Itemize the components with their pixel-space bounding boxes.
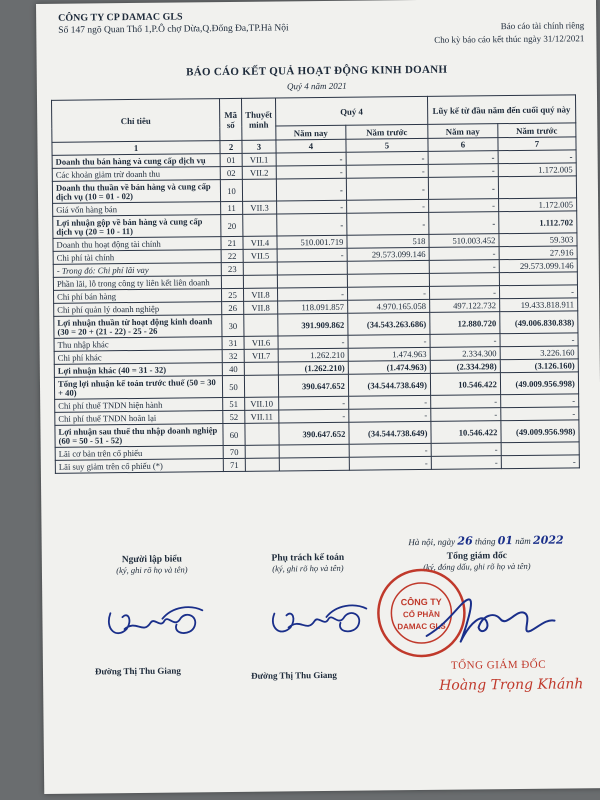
row-ytd-previous: - [500, 333, 578, 347]
row-quarter-current: - [277, 213, 347, 236]
row-ytd-previous: - [501, 407, 579, 421]
row-quarter-current: 391.909.862 [278, 313, 348, 336]
row-label: Lợi nhuận khác (40 = 31 - 32) [54, 363, 222, 378]
row-note [243, 262, 277, 275]
row-code: 02 [220, 166, 242, 179]
row-ytd-current: - [430, 334, 500, 348]
row-label: Lợi nhuận gộp về bán hàng và cung cấp dịch vụ (20 = 10 - 11) [53, 215, 221, 239]
row-code: 21 [221, 236, 243, 249]
row-ytd-previous: 3.226.160 [500, 346, 578, 360]
row-ytd-previous: 29.573.099.146 [499, 259, 577, 273]
row-note: VII.1 [242, 153, 276, 166]
row-ytd-current: - [429, 260, 499, 274]
row-label: Lợi nhuận sau thuế thu nhập doanh nghiệp (60 = 50 - 51 - 52) [55, 424, 223, 448]
accountant-note: (ký, ghi rõ họ và tên) [272, 562, 344, 574]
row-ytd-previous: - [498, 150, 576, 164]
row-ytd-previous: 1.112.702 [499, 211, 577, 234]
date-year: 2022 [532, 533, 564, 547]
row-note [243, 275, 277, 288]
row-ytd-previous: (49.009.956.998) [500, 372, 578, 395]
row-quarter-current: - [277, 248, 347, 262]
col-number: 1 [52, 141, 220, 156]
row-ytd-current: - [428, 177, 498, 200]
row-ytd-current: - [431, 456, 501, 470]
header-thuyet-minh: Thuyết minh [241, 98, 275, 140]
row-ytd-current [429, 273, 499, 287]
header-quy4: Quý 4 [275, 96, 427, 126]
row-ytd-previous: 27.916 [499, 246, 577, 260]
row-quarter-previous: 29.573.099.146 [347, 247, 429, 261]
row-label: Doanh thu hoạt động tài chính [53, 237, 221, 252]
row-label: Lãi cơ bản trên cổ phiếu [55, 446, 223, 461]
row-quarter-previous: (34.544.738.649) [348, 373, 430, 396]
director-role: Tổng giám đốc [446, 551, 507, 562]
header-chi-tieu: Chỉ tiêu [52, 99, 220, 143]
stamp-title: TỔNG GIÁM ĐỐC [450, 658, 547, 672]
row-ytd-previous [501, 442, 579, 456]
row-code: 32 [222, 349, 244, 362]
row-label: Chi phí quản lý doanh nghiệp [54, 302, 222, 317]
col-number: 7 [498, 137, 576, 151]
row-label: Tổng lợi nhuận kế toán trước thuế (50 = 30 + 40) [54, 376, 222, 400]
row-quarter-previous [347, 260, 429, 274]
row-ytd-previous [499, 272, 577, 286]
row-ytd-previous: (49.006.830.838) [500, 311, 578, 334]
row-code: 52 [223, 410, 245, 423]
report-page [36, 0, 600, 794]
row-ytd-current: - [429, 247, 499, 261]
row-quarter-current: 390.647.652 [278, 374, 348, 397]
row-ytd-previous: (3.126.160) [500, 359, 578, 373]
report-title: BÁO CÁO KẾT QUẢ HOẠT ĐỘNG KINH DOANH [186, 63, 448, 79]
row-quarter-current [279, 444, 349, 458]
row-note [242, 179, 276, 201]
row-code: 60 [223, 423, 245, 445]
place-date [408, 534, 563, 549]
row-quarter-previous: - [347, 212, 429, 235]
report-type: Báo cáo tài chính riêng [500, 20, 585, 32]
row-note [245, 423, 279, 445]
place-date-prefix: Hà nội, ngày [408, 536, 456, 548]
date-year-label: năm [515, 535, 531, 547]
row-label: Chi phí tài chính [53, 250, 221, 265]
row-code: 22 [221, 249, 243, 262]
row-note: VII.2 [242, 166, 276, 179]
director-note: (ký, đóng dấu, ghi rõ họ và tên) [423, 560, 531, 572]
row-ytd-previous: 1.172.005 [498, 163, 576, 177]
header-q-nam-nay: Năm nay [276, 125, 346, 140]
row-ytd-current: - [431, 408, 501, 422]
row-ytd-current: (2.334.298) [430, 360, 500, 374]
row-quarter-previous: - [349, 443, 431, 457]
col-number: 2 [220, 140, 242, 153]
row-note [244, 314, 278, 336]
date-day: 26 [457, 534, 473, 548]
row-quarter-previous: (1.474.963) [348, 360, 430, 374]
row-ytd-current: - [431, 395, 501, 409]
row-note: VII.4 [243, 236, 277, 249]
row-note [245, 445, 279, 458]
row-code: 10 [220, 179, 242, 201]
row-label: Doanh thu thuần về bán hàng và cung cấp dịch vụ (10 = 01 - 02) [52, 180, 220, 204]
row-ytd-current: 10.546.422 [430, 373, 500, 396]
svg-text:CỔ PHẦN: CỔ PHẦN [402, 609, 440, 620]
row-note: VII.8 [243, 288, 277, 301]
company-header [58, 9, 289, 37]
row-quarter-current: - [276, 165, 346, 179]
row-note: VII.11 [245, 410, 279, 423]
header-ytd-nam-nay: Năm nay [428, 124, 498, 139]
row-ytd-previous: - [499, 285, 577, 299]
row-ytd-previous: (49.009.956.998) [501, 420, 579, 443]
row-quarter-previous: - [346, 164, 428, 178]
row-note: VII.8 [244, 301, 278, 314]
preparer-signature [102, 598, 212, 647]
header-ma-so: Mã số [220, 98, 242, 140]
row-code: 70 [223, 445, 245, 458]
col-number: 6 [428, 138, 498, 152]
row-ytd-current: 2.334.300 [430, 347, 500, 361]
row-note [244, 375, 278, 397]
row-code: 01 [220, 153, 242, 166]
row-quarter-current [279, 457, 349, 471]
preparer-block [82, 554, 222, 575]
row-quarter-current [277, 261, 347, 275]
row-note: VII.5 [243, 249, 277, 262]
row-quarter-current: - [276, 152, 346, 166]
row-quarter-previous: - [346, 199, 428, 213]
row-code: 40 [222, 362, 244, 375]
row-code: 26 [222, 301, 244, 314]
row-quarter-previous: - [348, 334, 430, 348]
row-label: Lợi nhuận thuần từ hoạt động kinh doanh (30 = 20 + (21 - 22) - 25 - 26 [54, 315, 222, 339]
row-ytd-current: 12.880.720 [430, 312, 500, 335]
row-code: 31 [222, 336, 244, 349]
accountant-signature [264, 596, 374, 645]
row-ytd-current: 497.122.732 [430, 299, 500, 313]
row-ytd-current: - [428, 164, 498, 178]
row-note [244, 362, 278, 375]
header-q-nam-truoc: Năm trước [346, 124, 428, 139]
row-ytd-previous: - [501, 455, 579, 469]
row-ytd-previous [498, 176, 576, 199]
row-quarter-current: - [279, 409, 349, 423]
row-quarter-current: - [276, 178, 346, 201]
row-quarter-previous: - [347, 286, 429, 300]
stamp-name: Hoàng Trọng Khánh [439, 676, 584, 694]
svg-text:CÔNG TY: CÔNG TY [400, 596, 442, 608]
row-label: Các khoản giảm trừ doanh thu [52, 167, 220, 182]
row-quarter-current [277, 274, 347, 288]
col-number: 4 [276, 139, 346, 153]
row-label: Phần lãi, lỗ trong công ty liên kết liên doanh [53, 276, 221, 291]
row-note: VII.3 [243, 201, 277, 214]
income-statement-table [51, 94, 580, 473]
row-ytd-previous: - [501, 394, 579, 408]
row-quarter-current: - [278, 335, 348, 349]
row-quarter-previous: 1.474.963 [348, 347, 430, 361]
accountant-block [238, 552, 378, 573]
preparer-name: Đường Thị Thu Giang [94, 665, 181, 677]
row-label: Chi phí bán hàng [53, 289, 221, 304]
row-label: Giá vốn hàng bán [53, 202, 221, 217]
row-label: Chi phí thuế TNDN hoãn lại [55, 411, 223, 426]
row-quarter-current: 1.262.210 [278, 348, 348, 362]
director-signature [420, 591, 561, 652]
row-label: Doanh thu bán hàng và cung cấp dịch vụ [52, 154, 220, 169]
row-ytd-previous: 1.172.005 [498, 198, 576, 212]
row-quarter-previous: - [349, 395, 431, 409]
row-ytd-previous: 59.303 [499, 233, 577, 247]
row-code: 50 [222, 375, 244, 397]
row-code: 20 [221, 214, 243, 236]
col-number: 5 [346, 138, 428, 152]
row-code: 25 [221, 288, 243, 301]
row-note: VII.7 [244, 349, 278, 362]
row-label: Thu nhập khác [54, 337, 222, 352]
row-ytd-current: 510.003.452 [429, 234, 499, 248]
row-ytd-previous: 19.433.818.911 [500, 298, 578, 312]
row-code [221, 275, 243, 288]
row-quarter-previous: - [346, 177, 428, 200]
row-note: VII.6 [244, 336, 278, 349]
date-month: 01 [497, 534, 514, 548]
row-ytd-current: - [428, 199, 498, 213]
header-ytd-nam-truoc: Năm trước [498, 123, 576, 138]
company-name: CÔNG TY CP DAMAC GLS [58, 11, 183, 24]
row-quarter-previous: 518 [347, 234, 429, 248]
company-address: Số 147 ngõ Quan Thổ 1,P.Ô chợ Dừa,Q.Đống Đa,TP.Hà Nội [58, 23, 289, 36]
row-ytd-current: - [431, 443, 501, 457]
row-quarter-current: 390.647.652 [279, 422, 349, 445]
row-code: 71 [223, 458, 245, 471]
accountant-role: Phụ trách kế toán [271, 552, 345, 564]
preparer-role: Người lập biểu [121, 554, 182, 566]
report-subtitle: Quý 4 năm 2021 [286, 80, 347, 92]
table-body [52, 150, 579, 473]
row-code: 23 [221, 262, 243, 275]
svg-text:DAMAC GLS: DAMAC GLS [397, 621, 446, 632]
row-quarter-current: - [276, 200, 346, 214]
report-period: Cho kỳ báo cáo kết thúc ngày 31/12/2021 [434, 33, 585, 45]
row-ytd-current: - [429, 286, 499, 300]
row-code: 51 [223, 397, 245, 410]
row-ytd-current: - [429, 212, 499, 235]
row-code: 11 [221, 201, 243, 214]
header-luy-ke: Lũy kế từ đầu năm đến cuối quý này [427, 95, 575, 125]
row-quarter-previous: (34.543.263.686) [348, 312, 430, 335]
row-quarter-previous: (34.544.738.649) [349, 421, 431, 444]
row-quarter-previous: - [346, 151, 428, 165]
row-quarter-current: (1.262.210) [278, 361, 348, 375]
row-quarter-previous: 4.970.165.058 [348, 299, 430, 313]
row-label: Chi phí thuế TNDN hiện hành [55, 398, 223, 413]
row-quarter-current: 118.091.857 [278, 300, 348, 314]
accountant-name: Đường Thị Thu Giang [250, 669, 337, 681]
row-quarter-previous [347, 273, 429, 287]
row-label: - Trong đó: Chi phí lãi vay [53, 263, 221, 278]
row-quarter-current: - [277, 287, 347, 301]
row-note [245, 458, 279, 471]
row-code: 30 [222, 314, 244, 336]
row-quarter-previous: - [349, 456, 431, 470]
preparer-note: (ký, ghi rõ họ và tên) [116, 564, 188, 576]
row-label: Lãi suy giảm trên cổ phiếu (*) [55, 459, 223, 474]
report-meta [434, 19, 584, 47]
row-ytd-current: - [428, 151, 498, 165]
row-quarter-current: - [279, 396, 349, 410]
row-label: Chi phí khác [54, 350, 222, 365]
row-quarter-previous: - [349, 408, 431, 422]
row-ytd-current: 10.546.422 [431, 421, 501, 444]
col-number: 3 [242, 140, 276, 153]
row-quarter-current: 510.001.719 [277, 235, 347, 249]
row-note [243, 214, 277, 236]
date-month-label: tháng [474, 536, 496, 547]
row-note: VII.10 [245, 397, 279, 410]
